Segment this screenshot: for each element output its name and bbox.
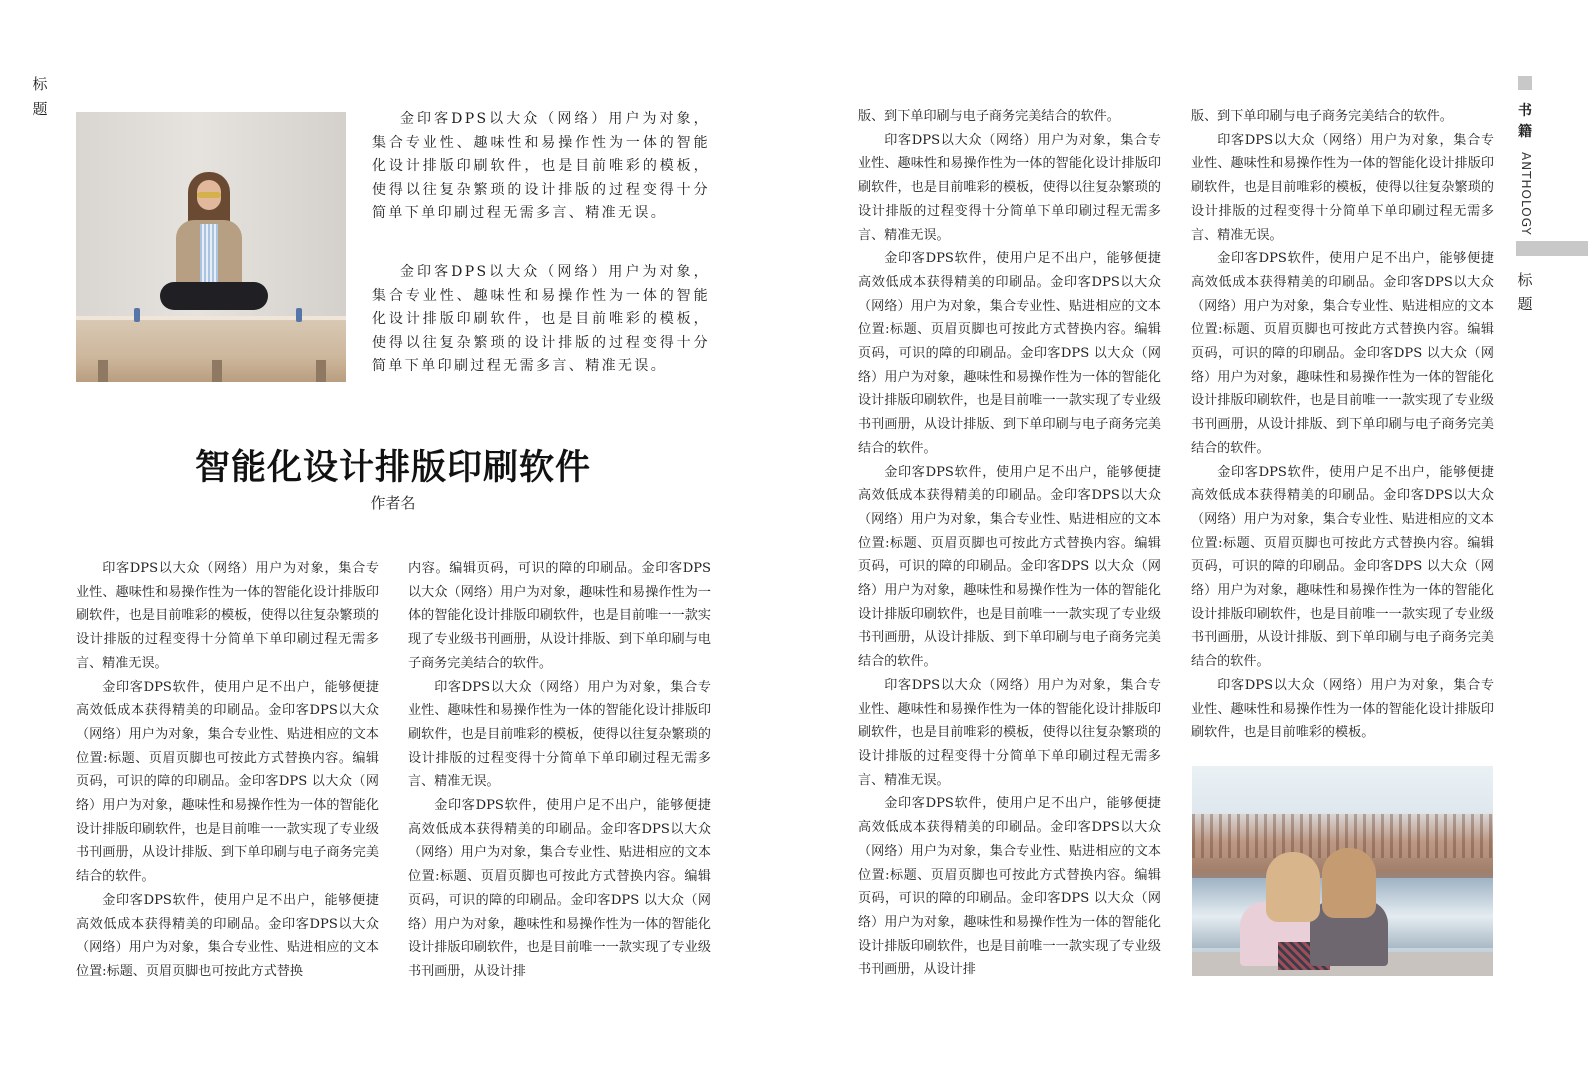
intro-paragraph: 金印客DPS以大众（网络）用户为对象，集合专业性、趣味性和易操作性为一体的智能化设计排版印刷软件，也是目前唯彩的模板，使得以往复杂繁琐的设计排版的过程变得十分简单下单印刷过程无需多言、精准无误。 bbox=[372, 264, 710, 375]
left-tag-char: 题 bbox=[32, 100, 48, 118]
right-tab-title bbox=[1517, 268, 1533, 316]
photo-ledge-leg bbox=[212, 360, 222, 382]
photo-bottle bbox=[134, 308, 140, 322]
body-paragraph-continued: 内容。编辑页码，可识的障的印刷品。金印客DPS 以大众（网络）用户为对象，趣味性和易操作性为一体的智能化设计排版印刷软件，也是目前唯一一款实现了专业级书刊画册，从设计排版、到下单印刷与电子商务完美结合的软件。 bbox=[408, 561, 711, 671]
right-tab-title-char: 题 bbox=[1517, 295, 1533, 313]
body-paragraph: 印客DPS以大众（网络）用户为对象，集合专业性、趣味性和易操作性为一体的智能化设计排版印刷软件，也是目前唯彩的模板，使得以往复杂繁琐的设计排版的过程变得十分简单下单印刷过程无需多言、精准无误。 bbox=[1191, 132, 1494, 243]
body-paragraph: 金印客DPS软件，使用户足不出户，能够便捷高效低成本获得精美的印刷品。金印客DPS以大众（网络）用户为对象，集合专业性、贴进相应的文本位置:标题、页眉页脚也可按此方式替换内容。编辑页码，可识的障的印刷品。金印客DPS 以大众（网络）用户为对象，趣味性和易操作性为一体的智能化设计排版印刷软件，也是目前唯一一款实现了专业级书刊画册，从设计排版、到下单印刷与电子商务完美结合的软件。 bbox=[858, 464, 1161, 670]
photo-ledge-leg bbox=[316, 360, 326, 382]
body-paragraph: 印客DPS以大众（网络）用户为对象，集合专业性、趣味性和易操作性为一体的智能化设计排版印刷软件，也是目前唯彩的模板，使得以往复杂繁琐的设计排版的过程变得十分简单下单印刷过程无需多言、精准无误。 bbox=[858, 677, 1161, 788]
text-column-2 bbox=[408, 557, 711, 985]
body-paragraph: 金印客DPS软件，使用户足不出户，能够便捷高效低成本获得精美的印刷品。金印客DPS以大众（网络）用户为对象，集合专业性、贴进相应的文本位置:标题、页眉页脚也可按此方式替换内容。编辑页码，可识的障的印刷品。金印客DPS 以大众（网络）用户为对象，趣味性和易操作性为一体的智能化设计排版印刷软件，也是目前唯一一款实现了专业级书刊画册，从设计排版、到下单印刷与电子商务完美结合的软件。 bbox=[858, 251, 1161, 456]
left-section-tag bbox=[30, 72, 50, 122]
body-paragraph: 金印客DPS软件，使用户足不出户，能够便捷高效低成本获得精美的印刷品。金印客DPS以大众（网络）用户为对象，集合专业性、贴进相应的文本位置:标题、页眉页脚也可按此方式替换内容。编辑页码，可识的障的印刷品。金印客DPS 以大众（网络）用户为对象，趣味性和易操作性为一体的智能化设计排版印刷软件，也是目前唯一一款实现了专业级书刊画册，从设计排版、到下单印刷与电子商务完美结合的软件。 bbox=[76, 679, 379, 885]
right-tab-bar bbox=[1516, 241, 1588, 256]
photo-person-hair bbox=[1322, 848, 1376, 918]
body-paragraph: 金印客DPS软件，使用户足不出户，能够便捷高效低成本获得精美的印刷品。金印客DPS以大众（网络）用户为对象，集合专业性、贴进相应的文本位置:标题、页眉页脚也可按此方式替换内容。编辑页码，可识的障的印刷品。金印客DPS 以大众（网络）用户为对象，趣味性和易操作性为一体的智能化设计排版印刷软件，也是目前唯一一款实现了专业级书刊画册，从设计排 bbox=[858, 796, 1161, 978]
landscape-photo bbox=[1192, 766, 1493, 976]
article-title: 智能化设计排版印刷软件 bbox=[194, 447, 591, 488]
author-name: 作者名 bbox=[370, 494, 416, 512]
right-tab-anthology: ANTHOLOGY bbox=[1519, 152, 1533, 236]
text-column-4 bbox=[1191, 105, 1494, 747]
text-column-3 bbox=[858, 105, 1161, 985]
body-paragraph: 印客DPS以大众（网络）用户为对象，集合专业性、趣味性和易操作性为一体的智能化设计排版印刷软件，也是目前唯彩的模板，使得以往复杂繁琐的设计排版的过程变得十分简单下单印刷过程无需多言、精准无误。 bbox=[408, 679, 711, 790]
left-tag-char: 标 bbox=[32, 75, 48, 93]
right-tab-book-char: 籍 bbox=[1518, 124, 1532, 140]
photo-ledge-leg bbox=[98, 360, 108, 382]
photo-bottle bbox=[296, 308, 302, 322]
intro-paragraph: 金印客DPS以大众（网络）用户为对象，集合专业性、趣味性和易操作性为一体的智能化设计排版印刷软件，也是目前唯彩的模板，使得以往复杂繁琐的设计排版的过程变得十分简单下单印刷过程无需多言、精准无误。 bbox=[372, 111, 710, 222]
body-paragraph: 金印客DPS软件，使用户足不出户，能够便捷高效低成本获得精美的印刷品。金印客DPS以大众（网络）用户为对象，集合专业性、贴进相应的文本位置:标题、页眉页脚也可按此方式替换内容。编辑页码，可识的障的印刷品。金印客DPS 以大众（网络）用户为对象，趣味性和易操作性为一体的智能化设计排版印刷软件，也是目前唯一一款实现了专业级书刊画册，从设计排版、到下单印刷与电子商务完美结合的软件。 bbox=[1191, 251, 1494, 456]
body-paragraph: 金印客DPS软件，使用户足不出户，能够便捷高效低成本获得精美的印刷品。金印客DPS以大众（网络）用户为对象，集合专业性、贴进相应的文本位置:标题、页眉页脚也可按此方式替换内容。编辑页码，可识的障的印刷品。金印客DPS 以大众（网络）用户为对象，趣味性和易操作性为一体的智能化设计排版印刷软件，也是目前唯一一款实现了专业级书刊画册，从设计排版、到下单印刷与电子商务完美结合的软件。 bbox=[1191, 464, 1494, 670]
body-paragraph-continued: 版、到下单印刷与电子商务完美结合的软件。 bbox=[858, 109, 1120, 124]
body-paragraph: 印客DPS以大众（网络）用户为对象，集合专业性、趣味性和易操作性为一体的智能化设计排版印刷软件，也是目前唯彩的模板，使得以往复杂繁琐的设计排版的过程变得十分简单下单印刷过程无需多言、精准无误。 bbox=[76, 561, 379, 671]
right-tab-book-label bbox=[1517, 101, 1533, 143]
photo-ledge bbox=[76, 320, 346, 382]
portrait-photo bbox=[76, 112, 346, 382]
body-paragraph: 金印客DPS软件，使用户足不出户，能够便捷高效低成本获得精美的印刷品。金印客DPS以大众（网络）用户为对象，集合专业性、贴进相应的文本位置:标题、页眉页脚也可按此方式替换 bbox=[76, 892, 379, 979]
body-paragraph: 金印客DPS软件，使用户足不出户，能够便捷高效低成本获得精美的印刷品。金印客DPS以大众（网络）用户为对象，集合专业性、贴进相应的文本位置:标题、页眉页脚也可按此方式替换内容。编辑页码，可识的障的印刷品。金印客DPS 以大众（网络）用户为对象，趣味性和易操作性为一体的智能化设计排版印刷软件，也是目前唯一一款实现了专业级书刊画册，从设计排 bbox=[408, 798, 711, 979]
photo-person-jeans bbox=[160, 282, 268, 310]
photo-person-hair bbox=[1266, 852, 1320, 922]
body-paragraph-continued: 版、到下单印刷与电子商务完美结合的软件。 bbox=[1191, 109, 1453, 124]
body-paragraph: 印客DPS以大众（网络）用户为对象，集合专业性、趣味性和易操作性为一体的智能化设计排版印刷软件，也是目前唯彩的模板。 bbox=[1191, 677, 1494, 741]
right-tab-title-char: 标 bbox=[1517, 271, 1533, 289]
right-tab-marker bbox=[1518, 76, 1532, 90]
body-paragraph: 印客DPS以大众（网络）用户为对象，集合专业性、趣味性和易操作性为一体的智能化设计排版印刷软件，也是目前唯彩的模板，使得以往复杂繁琐的设计排版的过程变得十分简单下单印刷过程无需多言、精准无误。 bbox=[858, 132, 1161, 243]
text-column-1 bbox=[76, 557, 379, 985]
photo-person-glasses bbox=[197, 192, 221, 198]
right-tab-book-char: 书 bbox=[1518, 103, 1532, 119]
